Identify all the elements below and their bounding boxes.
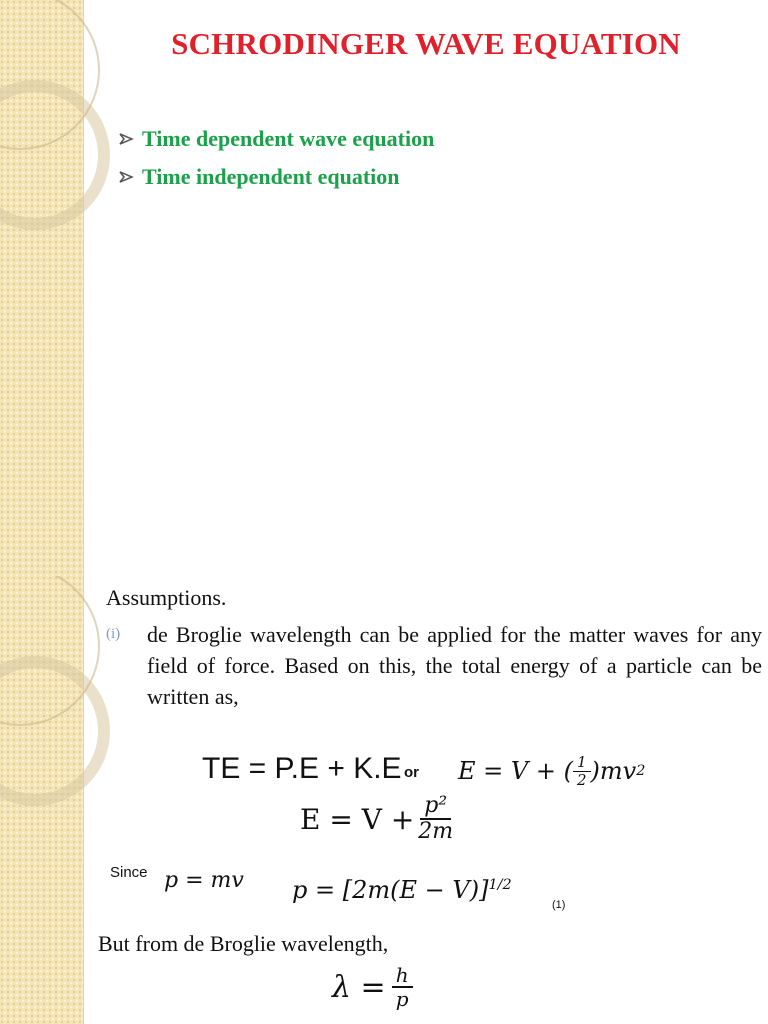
equation-energy-momentum bbox=[300, 794, 457, 844]
item-text: de Broglie wavelength can be applied for the matter waves for any field of force. Based on this, the total energy of a particle can be written as, bbox=[147, 622, 762, 709]
slide-title: SCHRODINGER WAVE EQUATION bbox=[171, 26, 681, 61]
equation-momentum-definition: p = mv bbox=[164, 868, 244, 893]
bullet-item bbox=[118, 126, 434, 152]
equation-total-energy: TE = P.E + K.E bbox=[202, 752, 402, 785]
p-squared-fraction bbox=[414, 794, 457, 844]
eq-part: p = [2m(E − V)] bbox=[292, 876, 489, 904]
frac-numerator: p² bbox=[420, 794, 451, 820]
debroglie-text: But from de Broglie wavelength, bbox=[98, 931, 389, 956]
or-label: or bbox=[404, 764, 419, 781]
lambda-fraction bbox=[392, 964, 413, 1010]
equation-number: (1) bbox=[552, 899, 566, 911]
frac-denominator: 2m bbox=[418, 819, 454, 845]
arrow-bullet-icon bbox=[118, 132, 136, 146]
eq-part: λ = bbox=[332, 969, 386, 1005]
slide-2 bbox=[0, 576, 768, 1024]
assumptions-heading: Assumptions. bbox=[106, 585, 227, 610]
exponent: 1/2 bbox=[488, 877, 512, 893]
equation-momentum bbox=[292, 876, 512, 904]
equation-energy-kinetic bbox=[458, 754, 645, 788]
frac-numerator: h bbox=[392, 964, 413, 988]
eq-part: E = V + bbox=[300, 802, 415, 836]
eq-part: E = V + ( bbox=[458, 757, 573, 785]
since-label: Since bbox=[110, 864, 148, 881]
bullet-text: Time independent equation bbox=[142, 164, 400, 189]
frac-denominator: 2 bbox=[576, 770, 587, 789]
item-number: (i) bbox=[106, 626, 121, 642]
equation-lambda bbox=[332, 964, 413, 1010]
arrow-bullet-icon bbox=[118, 170, 136, 184]
frac-denominator: p bbox=[395, 987, 409, 1011]
half-fraction bbox=[573, 754, 591, 788]
decorative-strip bbox=[0, 576, 84, 1024]
frac-numerator: 1 bbox=[573, 754, 591, 772]
eq-part: )mv bbox=[590, 757, 637, 785]
bullet-text: Time dependent wave equation bbox=[142, 126, 435, 151]
exponent: 2 bbox=[636, 763, 646, 779]
decorative-strip bbox=[0, 0, 84, 576]
bullet-item bbox=[118, 164, 400, 190]
